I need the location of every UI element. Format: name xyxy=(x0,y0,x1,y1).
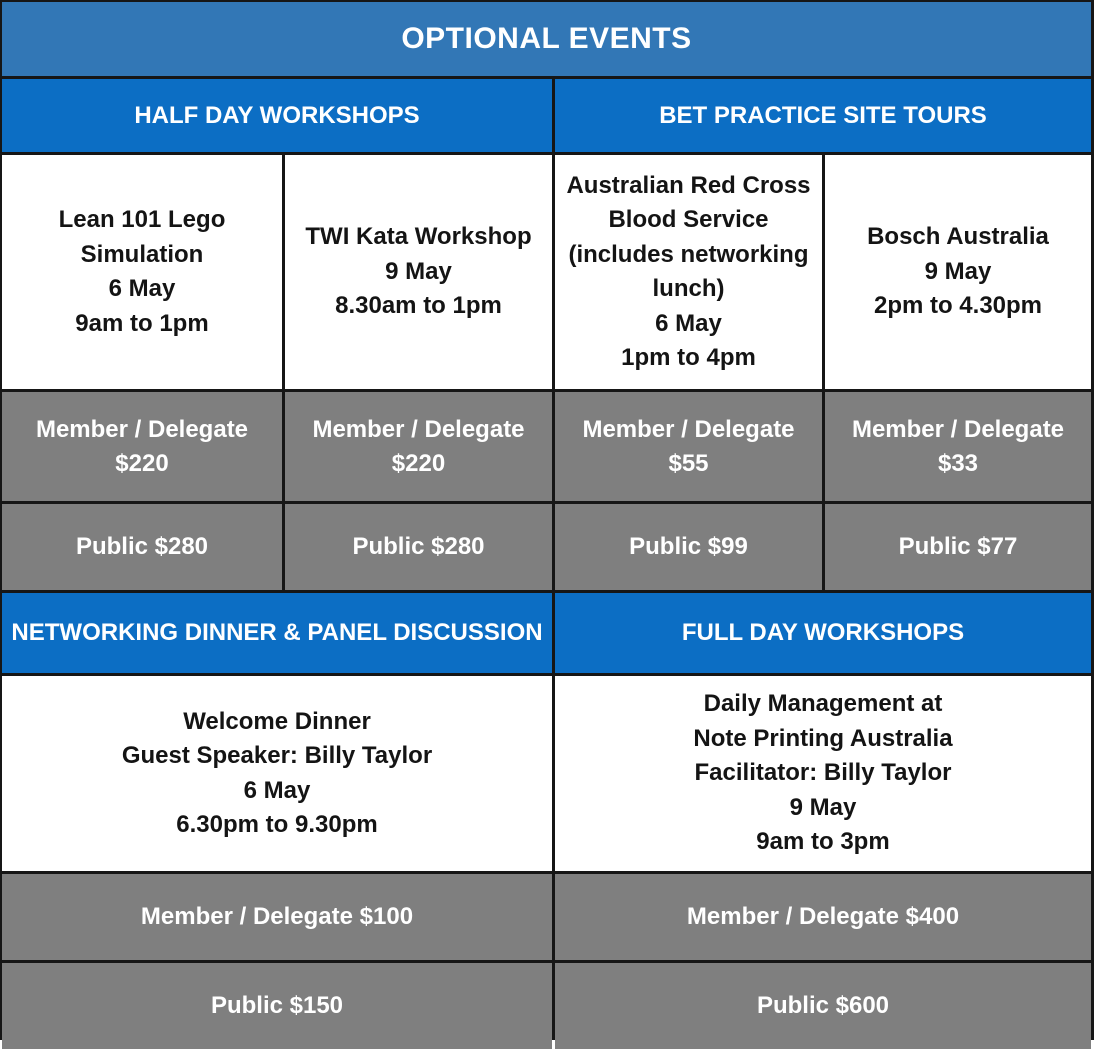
event-line: Daily Management at xyxy=(703,690,943,718)
price-value: $220 xyxy=(391,449,446,477)
event-line: Guest Speaker: Billy Taylor xyxy=(121,742,433,769)
event-time: 9am to 1pm xyxy=(75,309,209,337)
event-line: (includes networking xyxy=(568,240,809,268)
public-price-bosch: Public $77 xyxy=(825,504,1091,590)
event-welcome-dinner xyxy=(2,676,552,871)
full-day-workshops-header: FULL DAY WORKSHOPS xyxy=(555,593,1091,673)
event-date: 6 May xyxy=(108,275,176,302)
event-date: 9 May xyxy=(385,257,452,285)
public-price-daily-management: Public $600 xyxy=(555,963,1091,1049)
event-twi-kata-workshop xyxy=(285,155,552,389)
event-date: 9 May xyxy=(789,793,857,821)
event-time: 6.30pm to 9.30pm xyxy=(176,811,378,838)
event-date: 9 May xyxy=(924,257,992,285)
event-date: 6 May xyxy=(243,776,311,804)
event-line: Blood Service xyxy=(608,206,769,233)
site-tours-header: BET PRACTICE SITE TOURS xyxy=(555,79,1091,152)
event-line: Australian Red Cross xyxy=(566,171,811,199)
event-time: 8.30am to 1pm xyxy=(335,292,502,320)
public-price-lean-101: Public $280 xyxy=(2,504,282,590)
event-red-cross-blood-service xyxy=(555,155,822,389)
event-bosch-australia xyxy=(825,155,1091,389)
member-price-twi-kata xyxy=(285,392,552,501)
event-daily-management xyxy=(555,676,1091,871)
price-label: Member / Delegate xyxy=(312,415,525,443)
event-line: Bosch Australia xyxy=(867,223,1049,251)
event-time: 2pm to 4.30pm xyxy=(873,292,1043,320)
price-label: Member / Delegate xyxy=(582,415,795,443)
half-day-workshops-header: HALF DAY WORKSHOPS xyxy=(2,79,552,152)
member-price-welcome-dinner: Member / Delegate $100 xyxy=(2,874,552,960)
event-lean-101-lego xyxy=(2,155,282,389)
price-label: Member / Delegate xyxy=(851,415,1065,443)
price-value: $33 xyxy=(937,449,979,477)
event-line: Facilitator: Billy Taylor xyxy=(694,759,952,787)
public-price-twi-kata: Public $280 xyxy=(285,504,552,590)
event-time: 9am to 3pm xyxy=(756,828,890,856)
member-price-daily-management: Member / Delegate $400 xyxy=(555,874,1091,960)
event-line: Note Printing Australia xyxy=(693,724,953,752)
member-price-bosch xyxy=(825,392,1091,501)
event-line: lunch) xyxy=(652,275,725,302)
price-label: Member / Delegate xyxy=(35,415,249,443)
event-line: Welcome Dinner xyxy=(183,707,371,735)
member-price-red-cross xyxy=(555,392,822,501)
public-price-welcome-dinner: Public $150 xyxy=(2,963,552,1049)
event-line: Simulation xyxy=(80,240,204,268)
member-price-lean-101 xyxy=(2,392,282,501)
price-value: $55 xyxy=(668,449,709,477)
table-title: OPTIONAL EVENTS xyxy=(2,2,1091,76)
public-price-red-cross: Public $99 xyxy=(555,504,822,590)
event-date: 6 May xyxy=(655,309,722,337)
price-value: $220 xyxy=(115,449,169,477)
networking-dinner-header: NETWORKING DINNER & PANEL DISCUSSION xyxy=(2,593,552,673)
event-line: TWI Kata Workshop xyxy=(305,223,532,251)
event-time: 1pm to 4pm xyxy=(621,344,756,371)
event-line: Lean 101 Lego xyxy=(58,206,226,233)
